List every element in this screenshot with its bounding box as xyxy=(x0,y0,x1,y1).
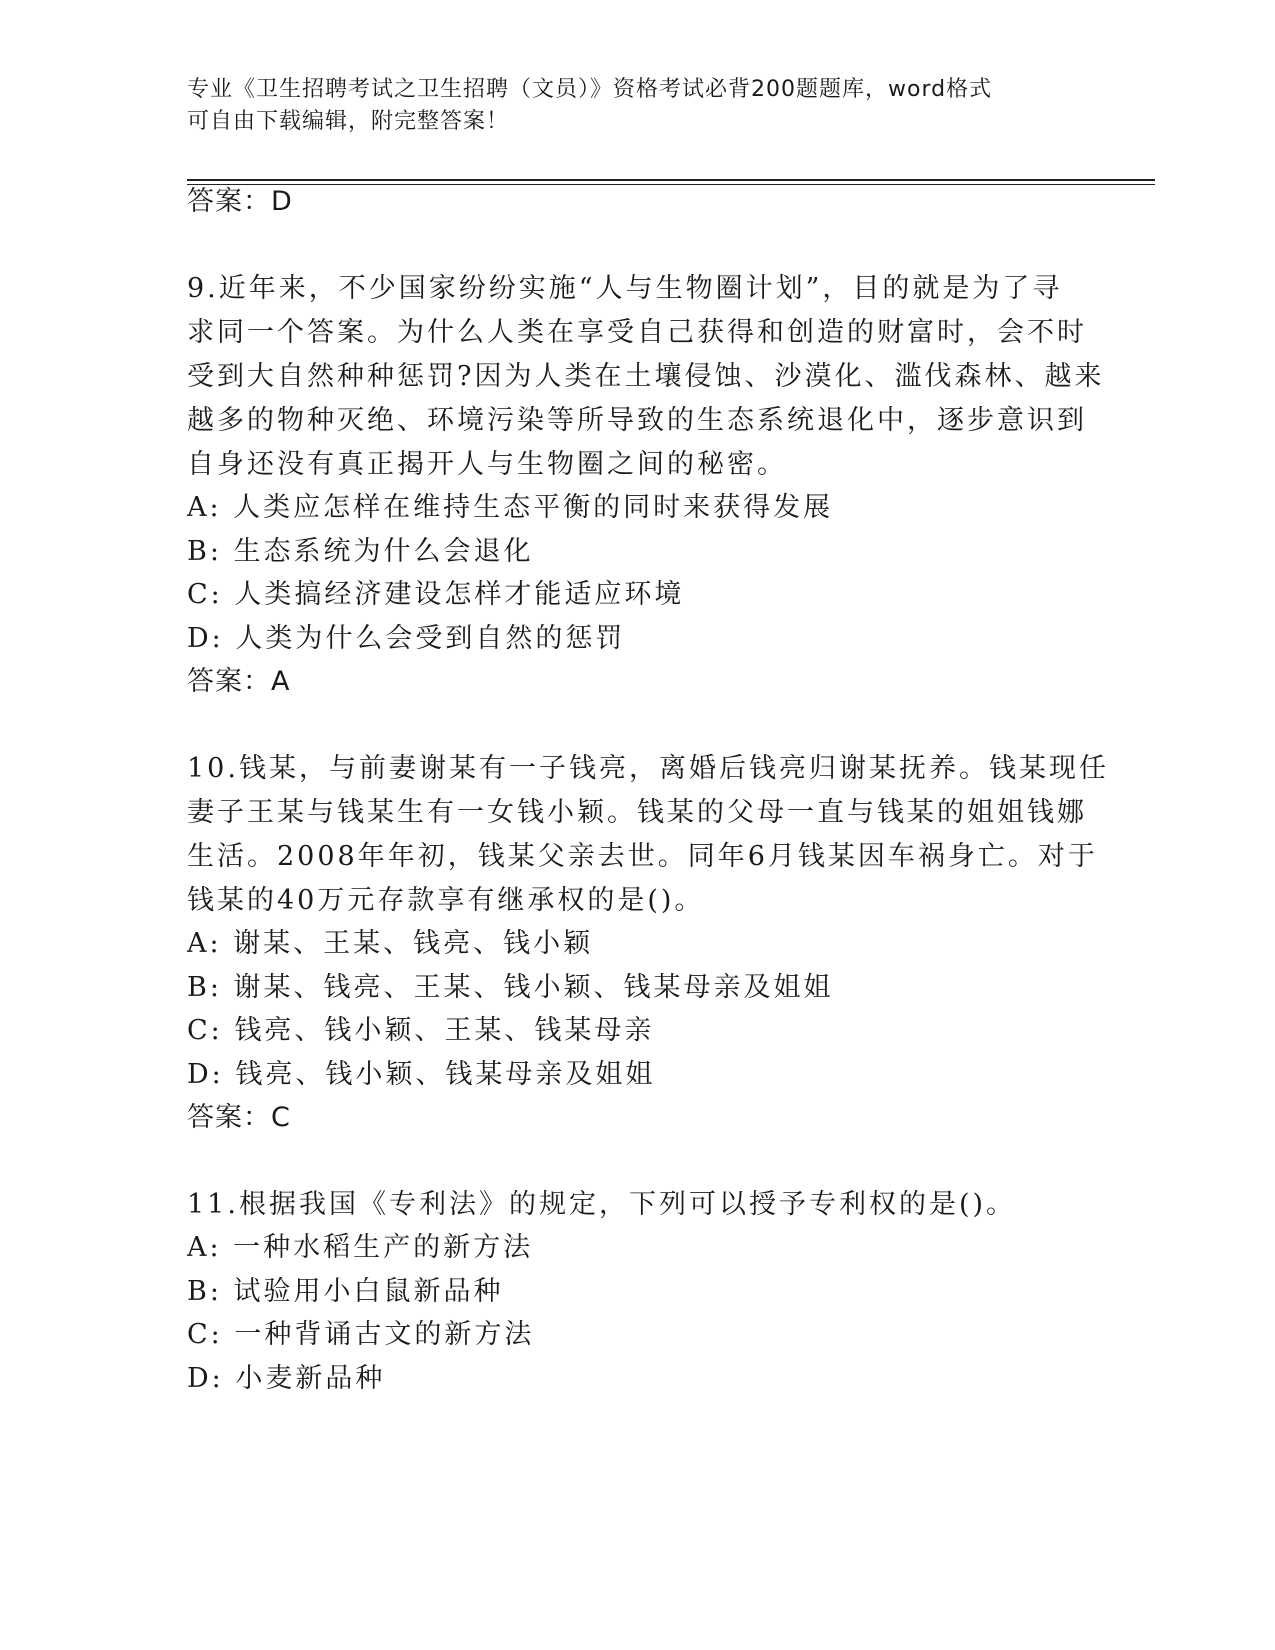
q11-stem-line: 11.根据我国《专利法》的规定，下列可以授予专利权的是()。 xyxy=(187,1189,1017,1220)
q9-option-b: B: 生态系统为什么会退化 xyxy=(187,536,534,567)
q9-option-a: A: 人类应怎样在维持生态平衡的同时来获得发展 xyxy=(187,492,834,523)
header-line-1: 专业《卫生招聘考试之卫生招聘（文员）》资格考试必背200题题库，word格式 xyxy=(187,77,993,102)
q9-option-d: D: 人类为什么会受到自然的惩罚 xyxy=(187,623,626,654)
q10-stem-line: 钱某的40万元存款享有继承权的是()。 xyxy=(187,885,705,916)
q8-answer: 答案：D xyxy=(187,186,293,217)
q9-stem-line: 求同一个答案。为什么人类在享受自己获得和创造的财富时，会不时 xyxy=(187,317,1087,348)
q9-stem-line: 越多的物种灭绝、环境污染等所导致的生态系统退化中，逐步意识到 xyxy=(187,405,1087,436)
q9-answer: 答案：A xyxy=(187,666,291,697)
q11-option-d: D: 小麦新品种 xyxy=(187,1363,386,1394)
q9-option-c: C: 人类搞经济建设怎样才能适应环境 xyxy=(187,579,685,610)
q10-stem-line: 妻子王某与钱某生有一女钱小颖。钱某的父母一直与钱某的姐姐钱娜 xyxy=(187,797,1087,828)
document-header xyxy=(187,74,1067,138)
q10-stem-line: 生活。2008年年初，钱某父亲去世。同年6月钱某因车祸身亡。对于 xyxy=(187,841,1098,872)
q10-option-d: D: 钱亮、钱小颖、钱某母亲及姐姐 xyxy=(187,1059,656,1090)
q11-option-a: A: 一种水稻生产的新方法 xyxy=(187,1232,534,1263)
q10-option-a: A: 谢某、王某、钱亮、钱小颖 xyxy=(187,928,594,959)
q9-stem-line: 自身还没有真正揭开人与生物圈之间的秘密。 xyxy=(187,449,787,480)
q11-option-b: B: 试验用小白鼠新品种 xyxy=(187,1276,504,1307)
header-line-2: 可自由下载编辑，附完整答案！ xyxy=(187,109,510,134)
q10-option-c: C: 钱亮、钱小颖、王某、钱某母亲 xyxy=(187,1015,655,1046)
q10-option-b: B: 谢某、钱亮、王某、钱小颖、钱某母亲及姐姐 xyxy=(187,972,834,1003)
q10-answer: 答案：C xyxy=(187,1102,291,1133)
q9-stem-line: 9.近年来，不少国家纷纷实施“人与生物圈计划”，目的就是为了寻 xyxy=(187,273,1063,304)
q10-stem-line: 10.钱某，与前妻谢某有一子钱亮，离婚后钱亮归谢某抚养。钱某现任 xyxy=(187,753,1109,784)
q11-option-c: C: 一种背诵古文的新方法 xyxy=(187,1319,535,1350)
q9-stem-line: 受到大自然种种惩罚?因为人类在土壤侵蚀、沙漠化、滥伐森林、越来 xyxy=(187,361,1105,392)
